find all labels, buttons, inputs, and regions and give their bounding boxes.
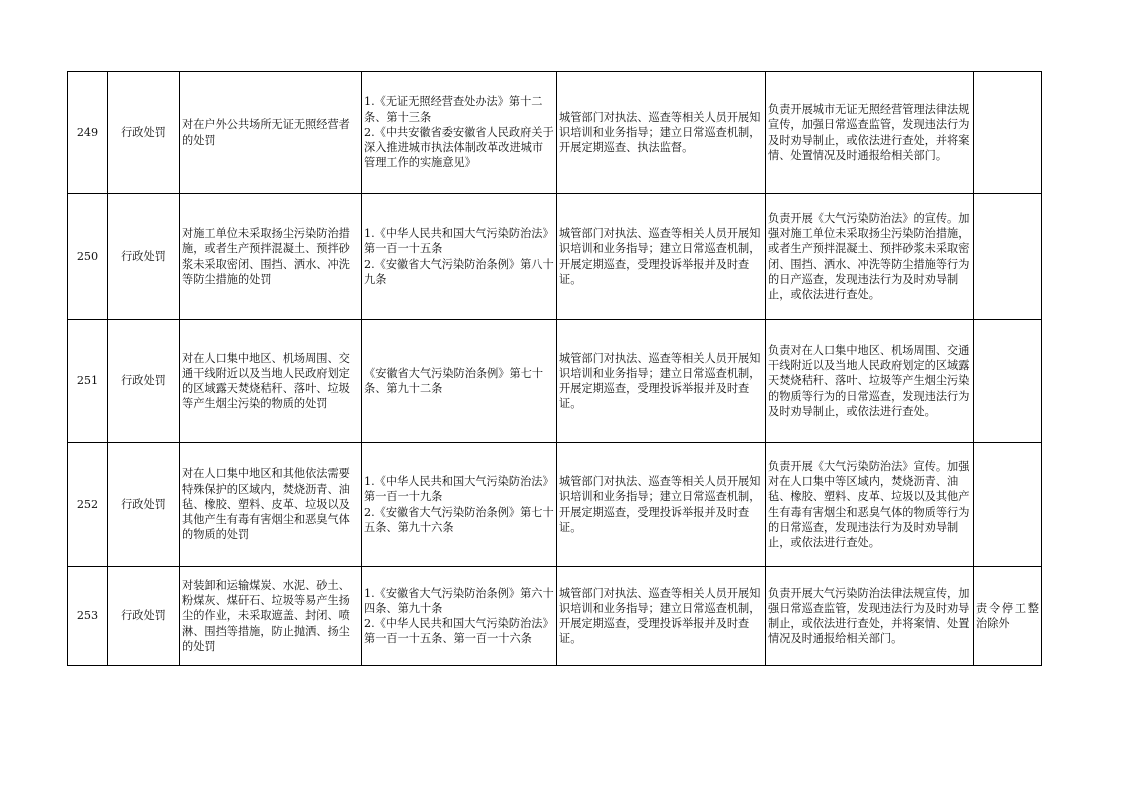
- row-number: 253: [68, 567, 108, 666]
- legal-basis: 1.《中华人民共和国大气污染防治法》第一百一十五条 2.《安徽省大气污染防治条例》第八十九条: [362, 194, 557, 320]
- responsibility-table: [67, 71, 1042, 666]
- legal-basis: 《安徽省大气污染防治条例》第七十条、第九十二条: [362, 320, 557, 443]
- responsibility: 负责开展大气污染防治法律法规宣传，加强日常巡查监管，发现违法行为及时劝导制止，或依法进行查处，并将案情、处置情况及时通报给相关部门。: [766, 567, 974, 666]
- power-item: 对装卸和运输煤炭、水泥、砂土、粉煤灰、煤矸石、垃圾等易产生扬尘的作业，未采取遮盖、封闭、喷淋、围挡等措施，防止抛洒、扬尘的处罚: [180, 567, 362, 666]
- power-item: 对施工单位未采取扬尘污染防治措施，或者生产预拌混凝土、预拌砂浆未采取密闭、围挡、洒水、冲洗等防尘措施的处罚: [180, 194, 362, 320]
- table-row: [68, 443, 1042, 567]
- power-type: 行政处罚: [108, 567, 180, 666]
- responsibility: 负责开展城市无证无照经营管理法律法规宣传，加强日常巡查监管，发现违法行为及时劝导制止，或依法进行查处，并将案情、处置情况及时通报给相关部门。: [766, 72, 974, 194]
- table-row: [68, 194, 1042, 320]
- remark: [974, 320, 1042, 443]
- department-duty: 城管部门对执法、巡查等相关人员开展知识培训和业务指导；建立日常巡查机制，开展定期巡查，受理投诉举报并及时查证。: [557, 567, 766, 666]
- responsibility: 负责对在人口集中地区、机场周围、交通干线附近以及当地人民政府划定的区域露天焚烧秸秆、落叶、垃圾等产生烟尘污染的物质等行为的日常巡查，发现违法行为及时劝导制止，或依法进行查处。: [766, 320, 974, 443]
- table-row: [68, 72, 1042, 194]
- power-type: 行政处罚: [108, 194, 180, 320]
- row-number: 251: [68, 320, 108, 443]
- remark: [974, 194, 1042, 320]
- power-type: 行政处罚: [108, 443, 180, 567]
- power-item: 对在人口集中地区、机场周围、交通干线附近以及当地人民政府划定的区域露天焚烧秸秆、落叶、垃圾等产生烟尘污染的物质的处罚: [180, 320, 362, 443]
- department-duty: 城管部门对执法、巡查等相关人员开展知识培训和业务指导；建立日常巡查机制，开展定期巡查、执法监督。: [557, 72, 766, 194]
- remark: 责令停工整治除外: [974, 567, 1042, 666]
- table-row: [68, 567, 1042, 666]
- department-duty: 城管部门对执法、巡查等相关人员开展知识培训和业务指导；建立日常巡查机制，开展定期巡查，受理投诉举报并及时查证。: [557, 443, 766, 567]
- legal-basis: 1.《安徽省大气污染防治条例》第六十四条、第九十条 2.《中华人民共和国大气污染防治法》第一百一十五条、第一百一十六条: [362, 567, 557, 666]
- power-type: 行政处罚: [108, 72, 180, 194]
- responsibility: 负责开展《大气污染防治法》的宣传。加强对施工单位未采取扬尘污染防治措施，或者生产预拌混凝土、预拌砂浆未采取密闭、围挡、洒水、冲洗等防尘措施等行为的日产巡查，发现违法行为及时劝导制止，或依法进行查处。: [766, 194, 974, 320]
- row-number: 252: [68, 443, 108, 567]
- remark: [974, 443, 1042, 567]
- power-item: 对在人口集中地区和其他依法需要特殊保护的区域内，焚烧沥青、油毡、橡胶、塑料、皮革、垃圾以及其他产生有毒有害烟尘和恶臭气体的物质的处罚: [180, 443, 362, 567]
- row-number: 250: [68, 194, 108, 320]
- row-number: 249: [68, 72, 108, 194]
- responsibility: 负责开展《大气污染防治法》宣传。加强对在人口集中等区域内，焚烧沥青、油毡、橡胶、塑料、皮革、垃圾以及其他产生有毒有害烟尘和恶臭气体的物质等行为的日常巡查，发现违法行为及时劝导制止，或依法进行查处。: [766, 443, 974, 567]
- remark: [974, 72, 1042, 194]
- department-duty: 城管部门对执法、巡查等相关人员开展知识培训和业务指导；建立日常巡查机制，开展定期巡查，受理投诉举报并及时查证。: [557, 320, 766, 443]
- table-row: [68, 320, 1042, 443]
- department-duty: 城管部门对执法、巡查等相关人员开展知识培训和业务指导；建立日常巡查机制，开展定期巡查，受理投诉举报并及时查证。: [557, 194, 766, 320]
- power-type: 行政处罚: [108, 320, 180, 443]
- legal-basis: 1.《中华人民共和国大气污染防治法》第一百一十九条 2.《安徽省大气污染防治条例》第七十五条、第九十六条: [362, 443, 557, 567]
- power-item: 对在户外公共场所无证无照经营者的处罚: [180, 72, 362, 194]
- legal-basis: 1.《无证无照经营查处办法》第十二条、第十三条 2.《中共安徽省委安徽省人民政府关于深入推进城市执法体制改革改进城市管理工作的实施意见》: [362, 72, 557, 194]
